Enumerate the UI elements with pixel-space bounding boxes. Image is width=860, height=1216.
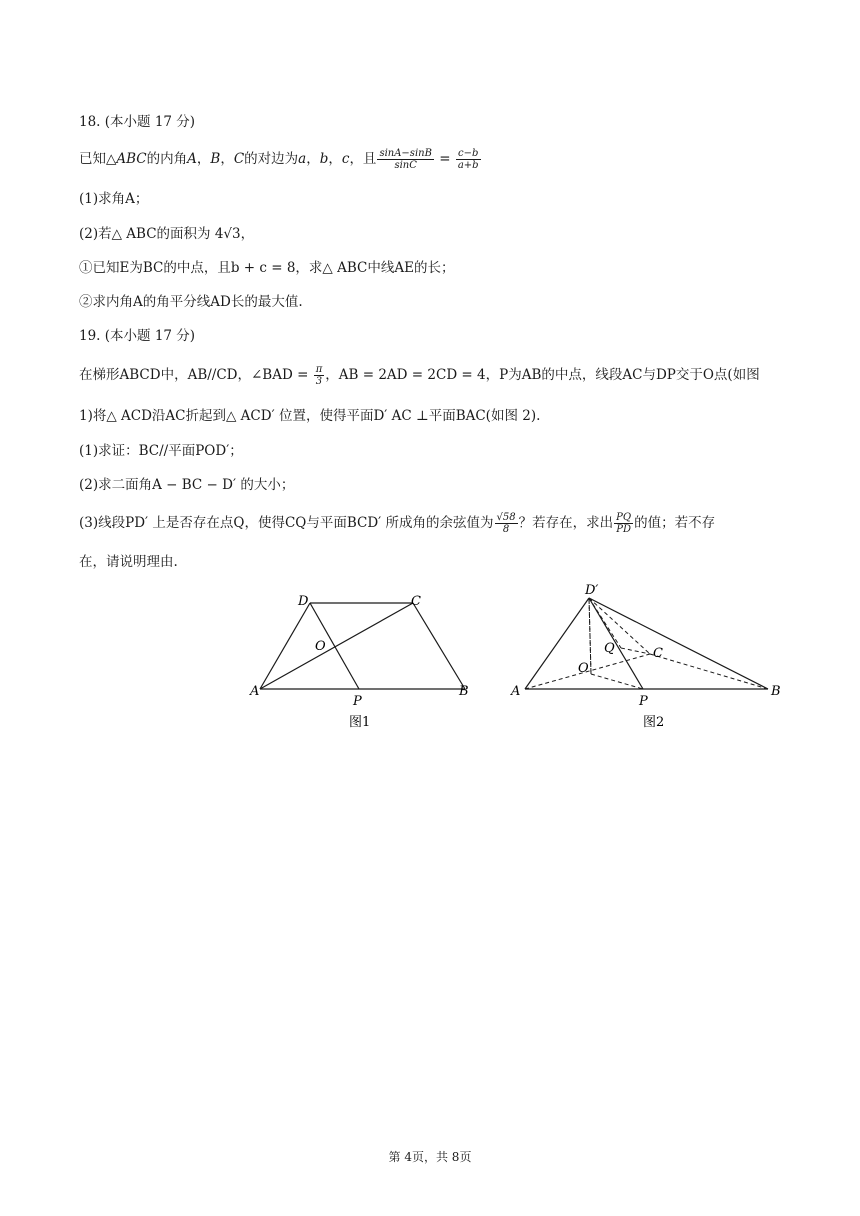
q18-part2a: ①已知E为BC的中点，且b + c = 8，求△ ABC中线AE的长；	[79, 260, 455, 276]
q18-stem: 已知△ABC的内角A，B，C的对边为a，b，c，且 $\frac{\sin A-\sin B}{\sin C}$ = $\frac{c-b}{a+b}$	[79, 148, 479, 171]
label-a: A	[511, 684, 521, 699]
label-o: O	[315, 639, 326, 654]
q18-part1: (1)求角A；	[79, 191, 149, 207]
q19-part3: (3)线段PD′ 上是否存在点Q，使得CQ与平面BCD′ 所成角的余弦值为 $\frac{√58}{8}$ ？若存在，求出 $\frac{PQ}{PD}$ 的值；若不存	[79, 512, 716, 535]
q19-stem-line2: 1)将△ ACD沿AC折起到△ ACD′ 位置，使得平面D′ AC ⊥平面BAC(如图 2).	[79, 408, 541, 424]
figure-1-caption: 图1	[349, 715, 371, 730]
q18-header: 18. (本小题 17 分)	[79, 114, 196, 130]
q18-part2b: ②求内角A的角平分线AD长的最大值.	[79, 294, 303, 310]
label-p: P	[353, 694, 362, 709]
edge-bc	[413, 603, 465, 689]
q19-part1: (1)求证：BC//平面POD′；	[79, 443, 243, 459]
label-b: B	[459, 684, 469, 699]
label-c: C	[411, 594, 421, 609]
q19-header: 19. (本小题 17 分)	[79, 328, 196, 344]
q19-part2: (2)求二面角A − BC − D′ 的大小；	[79, 477, 295, 493]
fraction-sin: $\frac{\sin A-\sin B}{\sin C}$	[379, 148, 432, 171]
figure-1-trapezoid	[245, 588, 485, 733]
label-o: O	[578, 661, 589, 676]
dashed-qc	[621, 648, 650, 654]
fraction-sqrt58-over-8: $\frac{√58}{8}$	[496, 512, 516, 535]
q18-part2: (2)若△ ABC的面积为 4√3，	[79, 226, 255, 242]
edge-ad	[260, 603, 310, 689]
figure-2-folded	[505, 578, 790, 733]
label-d-prime: D′	[585, 583, 599, 598]
fraction-pq-over-pd: $\frac{PQ}{PD}$	[616, 512, 632, 535]
page-footer: 第 4页，共 8页	[388, 1150, 472, 1164]
label-b: B	[771, 684, 781, 699]
fraction-pi-over-3: $\frac{\pi}{3}$	[315, 364, 323, 387]
label-c: C	[653, 646, 663, 661]
label-d: D	[298, 594, 309, 609]
figure-2-caption: 图2	[643, 715, 665, 730]
q19-stem-line1: 在梯形ABCD中，AB//CD，∠BAD = $\frac{\pi}{3}$ ，AB = 2AD = 2CD = 4，P为AB的中点，线段AC与DP交于O点(如图	[79, 364, 760, 387]
fraction-cb: $\frac{c-b}{a+b}$	[457, 148, 479, 171]
segment-ac	[260, 603, 413, 689]
label-p: P	[639, 694, 648, 709]
label-q: Q	[604, 641, 615, 656]
label-a: A	[250, 684, 260, 699]
q19-part3-cont: 在，请说明理由.	[79, 554, 178, 570]
